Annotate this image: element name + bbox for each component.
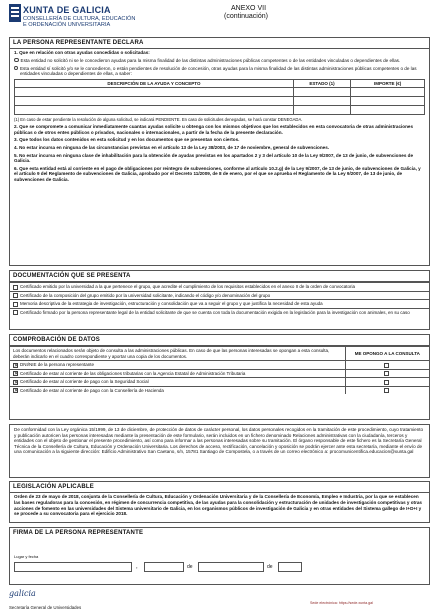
table-note: (1) En caso de estar pendiente la resolución de alguna solicitud, se indicará PENDIENTE. En caso de solicitudes denegadas, se hará constar DENEGADA. <box>14 117 303 123</box>
doc-checkbox[interactable] <box>13 302 18 307</box>
doc-row[interactable]: Certificado emitido por la universidad a la que pertenece el grupo, que acredite el cumplimiento de los requisitos establecidos en el anexo II de la orden de convocatoria <box>10 283 429 291</box>
privacy-notice: De conformidad con la Ley orgánica 15/1999, de 13 de diciembre, de protección de datos de carácter personal, los datos personales recogidos en la tramitación de este procedimiento, cuyo tratamiento y publicación autoricen las personas interesadas mediante la presentación de este formulario, serán incluidos en un fichero denominado Relaciones administrativas con la ciudadanía, terceros y entidades con el objeto de gestionar el presente procedimiento, así como para informar a las personas interesadas sobre su tramitación. El órgano responsable de este fichero es la Secretaría General Técnica de la Consellería de Cultura, Educación y Ordenación Universitaria. Los derechos de acceso, rectificación, cancelación y oposición se podrán ejercer ante esta secretaría, mediante el envío de una comunicación a la siguiente dirección: Edificio Administrativo San Caetano, s/n, 15781 Santiago de Compostela, o a través de un correo electrónico a: procomunicentifica.educacion@xunta.gal <box>9 424 430 478</box>
day-input[interactable] <box>144 562 184 572</box>
check-mark-icon: ✕ <box>14 379 19 386</box>
year-input[interactable] <box>278 562 302 572</box>
check-row[interactable]: ✕ Certificado de estar al corriente de pago con la Consellería de Hacienda <box>10 386 429 394</box>
radio-aid[interactable] <box>14 66 18 71</box>
doc-row[interactable]: Certificado de la composición del grupo emitido por la universidad solicitante, indicando el código y/o denominación del grupo <box>10 291 429 299</box>
annex-subtitle: (continuación) <box>224 13 268 20</box>
place-date-label: Lugar y fecha <box>14 554 39 559</box>
oppose-header: ME OPONGO A LA CONSULTA <box>345 347 429 361</box>
legislation-section <box>9 481 430 523</box>
section-title: COMPROBACIÓN DE DATOS <box>10 335 429 346</box>
check-row[interactable]: ✕ Certificado de estar al corriente de pago con la Seguridad Social <box>10 378 429 386</box>
table-row[interactable] <box>15 106 425 115</box>
org-name: XUNTA DE GALICIA <box>23 5 111 15</box>
check-row[interactable]: ✕ Certificado de estar al corriente de las obligaciones tributarias con la Agencia Estatal de Administración Tributaria <box>10 369 429 377</box>
option-no-aid[interactable]: Esta entidad no solicitó ni se le concedieron ayudas para la misma finalidad de las distintas administraciones públicas competentes o de las entidades vinculadas o dependientes de ellas. <box>10 57 429 65</box>
col-status: ESTADO (1) <box>293 79 350 87</box>
declaration-3: 3. Que todos los datos contenidos en esta solicitud y en los documentos que se presentan son ciertos. <box>14 137 240 143</box>
galicia-logo: galicia <box>9 589 36 598</box>
oppose-checkbox[interactable] <box>384 363 389 368</box>
secretaria-label: Secretaría General de Universidades <box>9 605 82 610</box>
doc-row[interactable]: Certificado firmado por la persona representante legal de la entidad solicitante de que se cuenta con toda la documentación exigida en la legislación para la investigación con animales, en su caso <box>10 308 429 316</box>
doc-checkbox[interactable] <box>13 285 18 290</box>
dept-line-1: CONSELLERÍA DE CULTURA, EDUCACIÓN <box>23 16 136 22</box>
sede-link[interactable]: Sede electrónica: https://sede.xunta.gal <box>310 601 373 605</box>
documents-table <box>10 282 429 316</box>
col-description: DESCRIPCIÓN DE LA AYUDA Y CONCEPTO <box>15 79 294 87</box>
oppose-checkbox[interactable] <box>384 380 389 385</box>
section-title: LA PERSONA REPRESENTANTE DECLARA <box>10 38 429 49</box>
dept-line-2: E ORDENACIÓN UNIVERSITARIA <box>23 22 111 28</box>
oppose-checkbox[interactable] <box>384 371 389 376</box>
place-input[interactable] <box>14 562 132 572</box>
radio-no-aid[interactable] <box>14 58 19 63</box>
check-row[interactable]: ✕ DNI/NIE de la persona representante <box>10 361 429 369</box>
table-row[interactable] <box>15 97 425 106</box>
section-title: DOCUMENTACIÓN QUE SE PRESENTA <box>10 271 429 282</box>
check-mark-icon: ✕ <box>14 371 19 378</box>
aid-table <box>14 79 425 115</box>
check-mark-icon: ✕ <box>14 362 19 369</box>
oppose-checkbox[interactable] <box>384 388 389 393</box>
declaration-section <box>9 37 430 266</box>
section-title: FIRMA DE LA PERSONA REPRESENTANTE <box>13 530 144 536</box>
annex-title: ANEXO VII <box>231 5 267 12</box>
declaration-2: 2. Que se compromete a comunicar inmediatamente cuantas ayudas solicite u obtenga con los mismos objetivos que los establecidos en esta convocatoria de otras administraciones públicas o de otros entes públicos o privados, nacionales o internacionales, a partir de la fecha de la presente declaración. <box>14 124 414 135</box>
doc-row[interactable]: Memoria descriptiva de la estrategia de investigación, estructuración y consolidación que va a seguir el grupo y que justifica la necesidad de esta ayuda <box>10 300 429 308</box>
doc-checkbox[interactable] <box>13 293 18 298</box>
declaration-q1: 1. Que en relación con otras ayudas concedidas o solicitadas: <box>14 50 150 56</box>
col-amount: IMPORTE (€) <box>351 79 425 87</box>
month-input[interactable] <box>198 562 264 572</box>
declaration-4: 4. No estar incursa en ninguna de las circunstancias previstas en el artículo 13 de la Ley 38/2003, de 17 de noviembre, general de subvenciones. <box>14 145 330 151</box>
xunta-shield-icon <box>9 4 21 22</box>
page-header <box>9 4 430 34</box>
signature-section: FIRMA DE LA PERSONA REPRESENTANTE Lugar y fecha , de de <box>9 527 430 585</box>
table-row[interactable] <box>15 88 425 97</box>
documents-section <box>9 270 430 330</box>
check-table <box>10 346 429 394</box>
check-mark-icon: ✕ <box>14 388 19 395</box>
legislation-text: Orden de 23 de mayo de 2018, conjunta de la Consellería de Cultura, Educación y Ordenación Universitaria y de la Consellería de Economía, Empleo e Industria, por la que se establecen las bases reguladoras para la concesión, en régimen de concurrencia competitiva, de las ayudas para la consolidación y estructuración de unidades de investigación competitivas y otras acciones de fomento en las universidades del Sistema universitario de Galicia, en los organismos públicos de investigación de Galicia y en otras entidades del Sistema gallego de I+D+I y se procede a su convocatoria para el ejercicio 2018. <box>14 494 422 517</box>
section-title: LEGISLACIÓN APLICABLE <box>10 482 429 493</box>
check-intro: Los documentos relacionados serán objeto de consulta a las administraciones públicas. En caso de que las personas interesadas se opongan a esta consulta, deberán indicarlo en el cuadro correspondiente y aportar una copia de los documentos. <box>10 347 345 361</box>
data-check-section <box>9 334 430 420</box>
declaration-5: 5. No estar incursa en ninguna clase de inhabilitación para la obtención de ayudas previstas en los apartados 2 y 3 del artículo 10 de la Ley 9/2007, de 13 de junio, de subvenciones de Galicia. <box>14 152 414 164</box>
declaration-6: 6. Que esta entidad está al corriente en el pago de obligaciones por reintegro de subvenciones, conforme al artículo 10.2.g) de la Ley 9/2007, de 13 de junio, de subvenciones de Galicia, y el artículo 9 del Reglamento de subvenciones de Galicia, aprobado por el Decreto 11/2009, de 8 de enero, por el que se aprueba el Reglamento de la Ley 9/2007, de 13 de junio, de subvenciones de Galicia. <box>14 165 421 183</box>
doc-checkbox[interactable] <box>13 310 18 315</box>
option-aid[interactable]: Esta entidad sí solicitó y/o se le concedieron, o están pendientes de resolución de concesión, otras ayudas para la misma finalidad de las distintas administraciones públicas competentes o de las entidades vinculadas o dependientes de ellas, a saber: <box>10 65 429 78</box>
